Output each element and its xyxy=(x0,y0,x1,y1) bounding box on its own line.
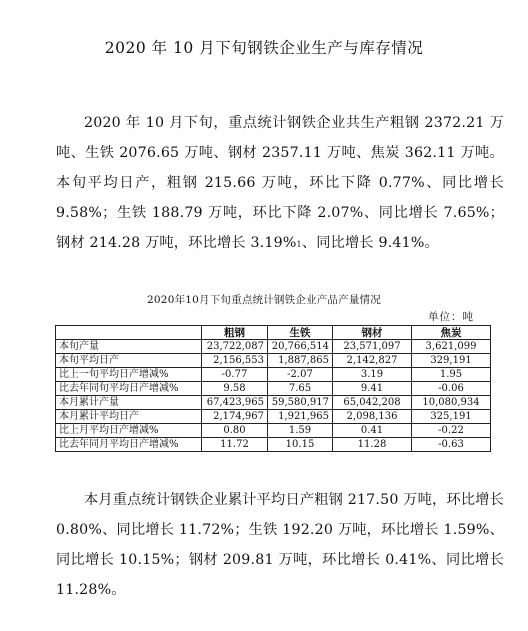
row-label: 比去年同旬平均日产增减% xyxy=(56,382,202,396)
production-table xyxy=(55,325,491,452)
header-crude-steel: 粗钢 xyxy=(202,326,268,340)
header-blank xyxy=(56,326,202,340)
table-caption: 2020年10月下旬重点统计钢铁企业产品产量情况 xyxy=(147,294,381,306)
paragraph-summary-month: 本月重点统计钢铁企业累计平均日产粗钢 217.50 万吨，环比增长 0.80%、同比增长 11.72%；生铁 192.20 万吨，环比增长 1.59%、同比增长 10.15%；钢材 209.81 万吨，环比增长 0.41%、同比增长 11.28%。 xyxy=(56,492,504,598)
table-row xyxy=(56,396,491,410)
cell-pig-iron: 59,580,917 xyxy=(268,396,333,410)
cell-steel-products: 9.41 xyxy=(333,382,412,396)
cell-pig-iron: 20,766,514 xyxy=(268,340,333,354)
row-label: 比上一旬平均日产增减% xyxy=(56,368,202,382)
document-title: 2020 年 10 月下旬钢铁企业生产与库存情况 xyxy=(104,39,424,57)
paragraph-text: 2020 年 10 月下旬，重点统计钢铁企业共生产粗钢 2372.21 万吨、生铁 2076.65 万吨、钢材 2357.11 万吨、焦炭 362.11 万吨。本旬平均日产，粗钢 215.66 万吨，环比下降 0.77%、同比增长 9.58%；生铁 188.79 万吨，环比下降 2.07%、同比增长 7.65%；钢材 214.28 万吨，环比增长 3.19% xyxy=(56,115,504,251)
cell-steel-products: 2,098,136 xyxy=(333,410,412,424)
table-row xyxy=(56,424,491,438)
cell-steel-products: 65,042,208 xyxy=(333,396,412,410)
table-row xyxy=(56,410,491,424)
header-pig-iron: 生铁 xyxy=(268,326,333,340)
row-label: 本旬产量 xyxy=(56,340,202,354)
cell-coke: 1.95 xyxy=(412,368,491,382)
cell-coke: -0.63 xyxy=(412,438,491,452)
cell-coke: 10,080,934 xyxy=(412,396,491,410)
row-label: 本月累计产量 xyxy=(56,396,202,410)
cell-steel-products: 2,142,827 xyxy=(333,354,412,368)
row-label: 比上月平均日产增减% xyxy=(56,424,202,438)
paragraph-summary-dekad xyxy=(56,108,504,258)
cell-crude-steel: 2,174,967 xyxy=(202,410,268,424)
row-label: 本月累计平均日产 xyxy=(56,410,202,424)
paragraph-text-end: 、同比增长 9.41%。 xyxy=(301,235,439,251)
cell-pig-iron: 7.65 xyxy=(268,382,333,396)
table-header-row xyxy=(56,326,491,340)
table-row xyxy=(56,438,491,452)
cell-crude-steel: 9.58 xyxy=(202,382,268,396)
cell-coke: -0.06 xyxy=(412,382,491,396)
cell-crude-steel: 23,722,087 xyxy=(202,340,268,354)
cell-pig-iron: 1,887,865 xyxy=(268,354,333,368)
cell-crude-steel: 0.80 xyxy=(202,424,268,438)
row-label: 本旬平均日产 xyxy=(56,354,202,368)
row-label: 比去年同月平均日产增减% xyxy=(56,438,202,452)
cell-crude-steel: -0.77 xyxy=(202,368,268,382)
table-row xyxy=(56,382,491,396)
cell-pig-iron: -2.07 xyxy=(268,368,333,382)
cell-crude-steel: 2,156,553 xyxy=(202,354,268,368)
table-row xyxy=(56,368,491,382)
cell-coke: 3,621,099 xyxy=(412,340,491,354)
cell-pig-iron: 1.59 xyxy=(268,424,333,438)
cell-coke: -0.22 xyxy=(412,424,491,438)
cell-coke: 325,191 xyxy=(412,410,491,424)
cell-coke: 329,191 xyxy=(412,354,491,368)
footnote-marker: 1 xyxy=(296,240,302,249)
header-steel-products: 钢材 xyxy=(333,326,412,340)
table-row xyxy=(56,340,491,354)
table-unit: 单位：吨 xyxy=(428,311,474,323)
cell-steel-products: 3.19 xyxy=(333,368,412,382)
cell-steel-products: 11.28 xyxy=(333,438,412,452)
cell-pig-iron: 1,921,965 xyxy=(268,410,333,424)
cell-steel-products: 23,571,097 xyxy=(333,340,412,354)
cell-steel-products: 0.41 xyxy=(333,424,412,438)
table-row xyxy=(56,354,491,368)
cell-crude-steel: 67,423,965 xyxy=(202,396,268,410)
header-coke: 焦炭 xyxy=(412,326,491,340)
cell-crude-steel: 11.72 xyxy=(202,438,268,452)
cell-pig-iron: 10.15 xyxy=(268,438,333,452)
